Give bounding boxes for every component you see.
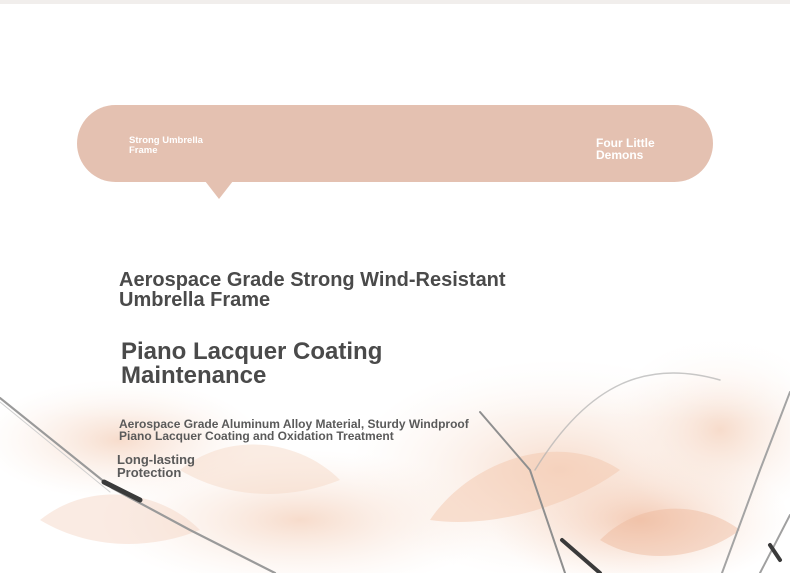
callout-pointer	[205, 181, 233, 199]
callout-label-umbrella-frame: Strong Umbrella Frame	[129, 135, 203, 156]
heading-piano-lacquer-coating: Piano Lacquer Coating Maintenance	[121, 338, 383, 389]
feature-description: Aerospace Grade Aluminum Alloy Material, Sturdy Windproof Piano Lacquer Coating and Oxidation Treatment	[119, 417, 469, 443]
heading-wind-resistant-frame: Aerospace Grade Strong Wind-Resistant Umbrella Frame	[119, 269, 506, 311]
protection-label: Long-lasting Protection	[117, 452, 195, 480]
callout-label-four-little-demons: Four Little Demons	[596, 136, 655, 162]
